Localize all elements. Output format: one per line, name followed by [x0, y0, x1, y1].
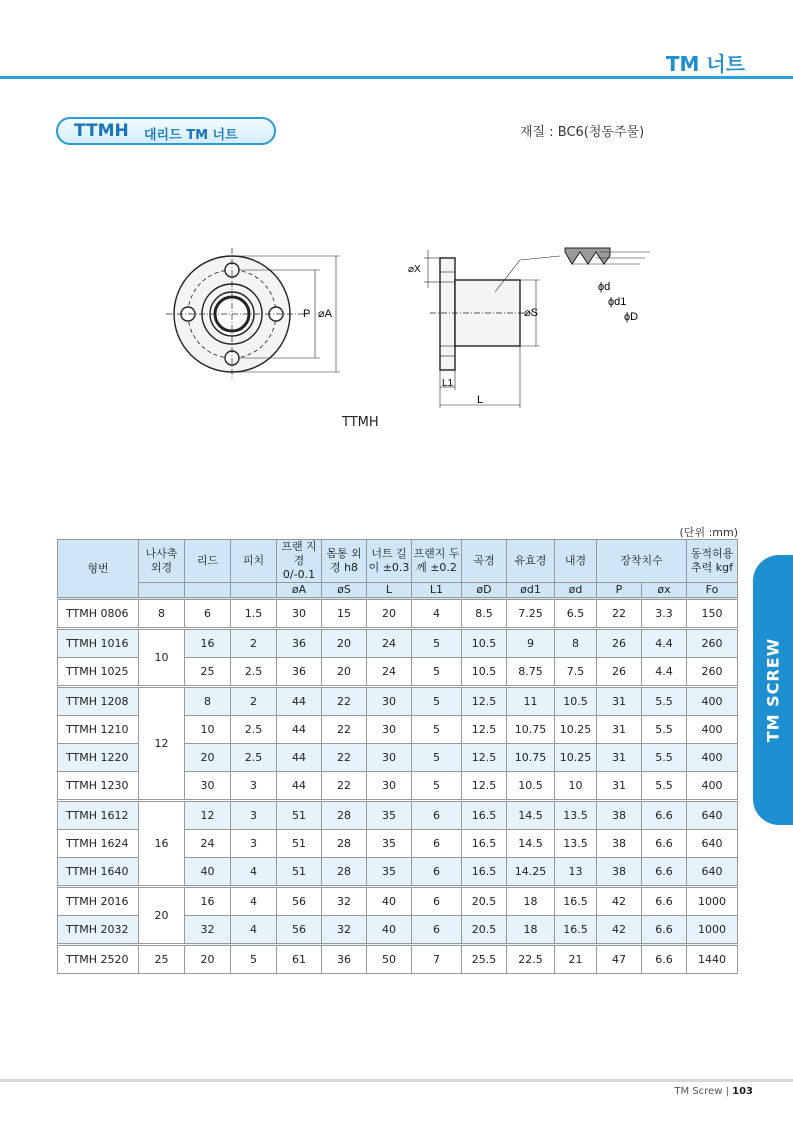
table-row: TTMH 1230 30 3 44 22 30 5 12.5 10.5 10 31 5.5 400 — [58, 772, 738, 801]
figure-caption: TTMH — [342, 415, 379, 430]
footer: TM Screw | 103 — [674, 1086, 753, 1097]
table-row: TTMH 1208 12 8 2 44 22 30 5 12.5 11 10.5 31 5.5 400 — [58, 687, 738, 716]
footer-section: TM Screw — [674, 1086, 723, 1097]
col-shaft: 나사축 외경 — [139, 540, 185, 583]
table-row: TTMH 1624 24 3 51 28 35 6 16.5 14.5 13.5 38 6.6 640 — [58, 830, 738, 858]
header-rule — [0, 76, 793, 79]
col-flange-thk: 프랜지 두께 ±0.2 — [412, 540, 462, 583]
sub-p: P — [597, 583, 642, 599]
table-row: TTMH 1025 25 2.5 36 20 24 5 10.5 8.75 7.5 26 4.4 260 — [58, 658, 738, 687]
label-x: ⌀X — [408, 264, 421, 275]
sub-d1: ød1 — [507, 583, 555, 599]
table-row: TTMH 2032 32 4 56 32 40 6 20.5 18 16.5 42 6.6 1000 — [58, 916, 738, 945]
col-eff-dia: 유효경 — [507, 540, 555, 583]
label-d: ϕd — [598, 281, 611, 293]
sub-s: øS — [322, 583, 367, 599]
col-model: 형번 — [58, 540, 139, 599]
col-nut-len: 너트 길이 ±0.3 — [367, 540, 412, 583]
col-body-dia: 몸통 외경 h8 — [322, 540, 367, 583]
col-thrust: 동적허용 추력 kgf — [687, 540, 738, 583]
sub-d: ød — [555, 583, 597, 599]
sub-l: L — [367, 583, 412, 599]
material-note: 재질 : BC6(청동주물) — [520, 125, 645, 140]
sub-a: øA — [277, 583, 322, 599]
side-tab-label: TM SCREW — [763, 637, 783, 743]
label-s: ⌀S — [524, 307, 538, 319]
page-number: 103 — [732, 1086, 753, 1097]
col-mount: 장착치수 — [597, 540, 687, 583]
sub-l1: L1 — [412, 583, 462, 599]
product-name: 대리드 TM 너트 — [144, 128, 238, 143]
col-pitch: 피치 — [231, 540, 277, 583]
col-flange-dia: 프랜 지경 0/-0.1 — [277, 540, 322, 583]
thread-profile — [565, 248, 650, 264]
footer-rule — [0, 1079, 793, 1082]
label-d1: ϕd1 — [608, 296, 627, 308]
label-p: P — [303, 308, 311, 320]
nut-drawing — [160, 230, 660, 420]
label-a: ⌀A — [318, 308, 332, 320]
col-root-dia: 곡경 — [462, 540, 507, 583]
table-row: TTMH 2016 20 16 4 56 32 40 6 20.5 18 16.5 42 6.6 1000 — [58, 887, 738, 916]
header-title: TM 너트 — [665, 52, 745, 76]
unit-note: (단위 :mm) — [679, 526, 738, 539]
col-inner-dia: 내경 — [555, 540, 597, 583]
spec-table — [57, 539, 738, 974]
table-row: TTMH 1640 40 4 51 28 35 6 16.5 14.25 13 38 6.6 640 — [58, 858, 738, 887]
side-tab — [753, 555, 793, 825]
product-badge — [56, 117, 276, 145]
table-row: TTMH 1612 16 12 3 51 28 35 6 16.5 14.5 13.5 38 6.6 640 — [58, 801, 738, 830]
label-l: L — [477, 394, 484, 406]
col-lead: 리드 — [185, 540, 231, 583]
table-row: TTMH 1210 10 2.5 44 22 30 5 12.5 10.75 10.25 31 5.5 400 — [58, 716, 738, 744]
sub-fo: Fo — [687, 583, 738, 599]
product-code: TTMH — [74, 121, 129, 141]
table-row: TTMH 1220 20 2.5 44 22 30 5 12.5 10.75 10.25 31 5.5 400 — [58, 744, 738, 772]
table-row: TTMH 1016 10 16 2 36 20 24 5 10.5 9 8 26 4.4 260 — [58, 629, 738, 658]
front-view — [166, 248, 340, 380]
sub-x: øx — [642, 583, 687, 599]
label-D: ϕD — [624, 311, 639, 323]
label-l1: L1 — [442, 378, 454, 389]
sub-d-outer: øD — [462, 583, 507, 599]
table-row: TTMH 0806 8 6 1.5 30 15 20 4 8.5 7.25 6.5 22 3.3 150 — [58, 599, 738, 629]
table-row: TTMH 2520 25 20 5 61 36 50 7 25.5 22.5 21 47 6.6 1440 — [58, 945, 738, 974]
